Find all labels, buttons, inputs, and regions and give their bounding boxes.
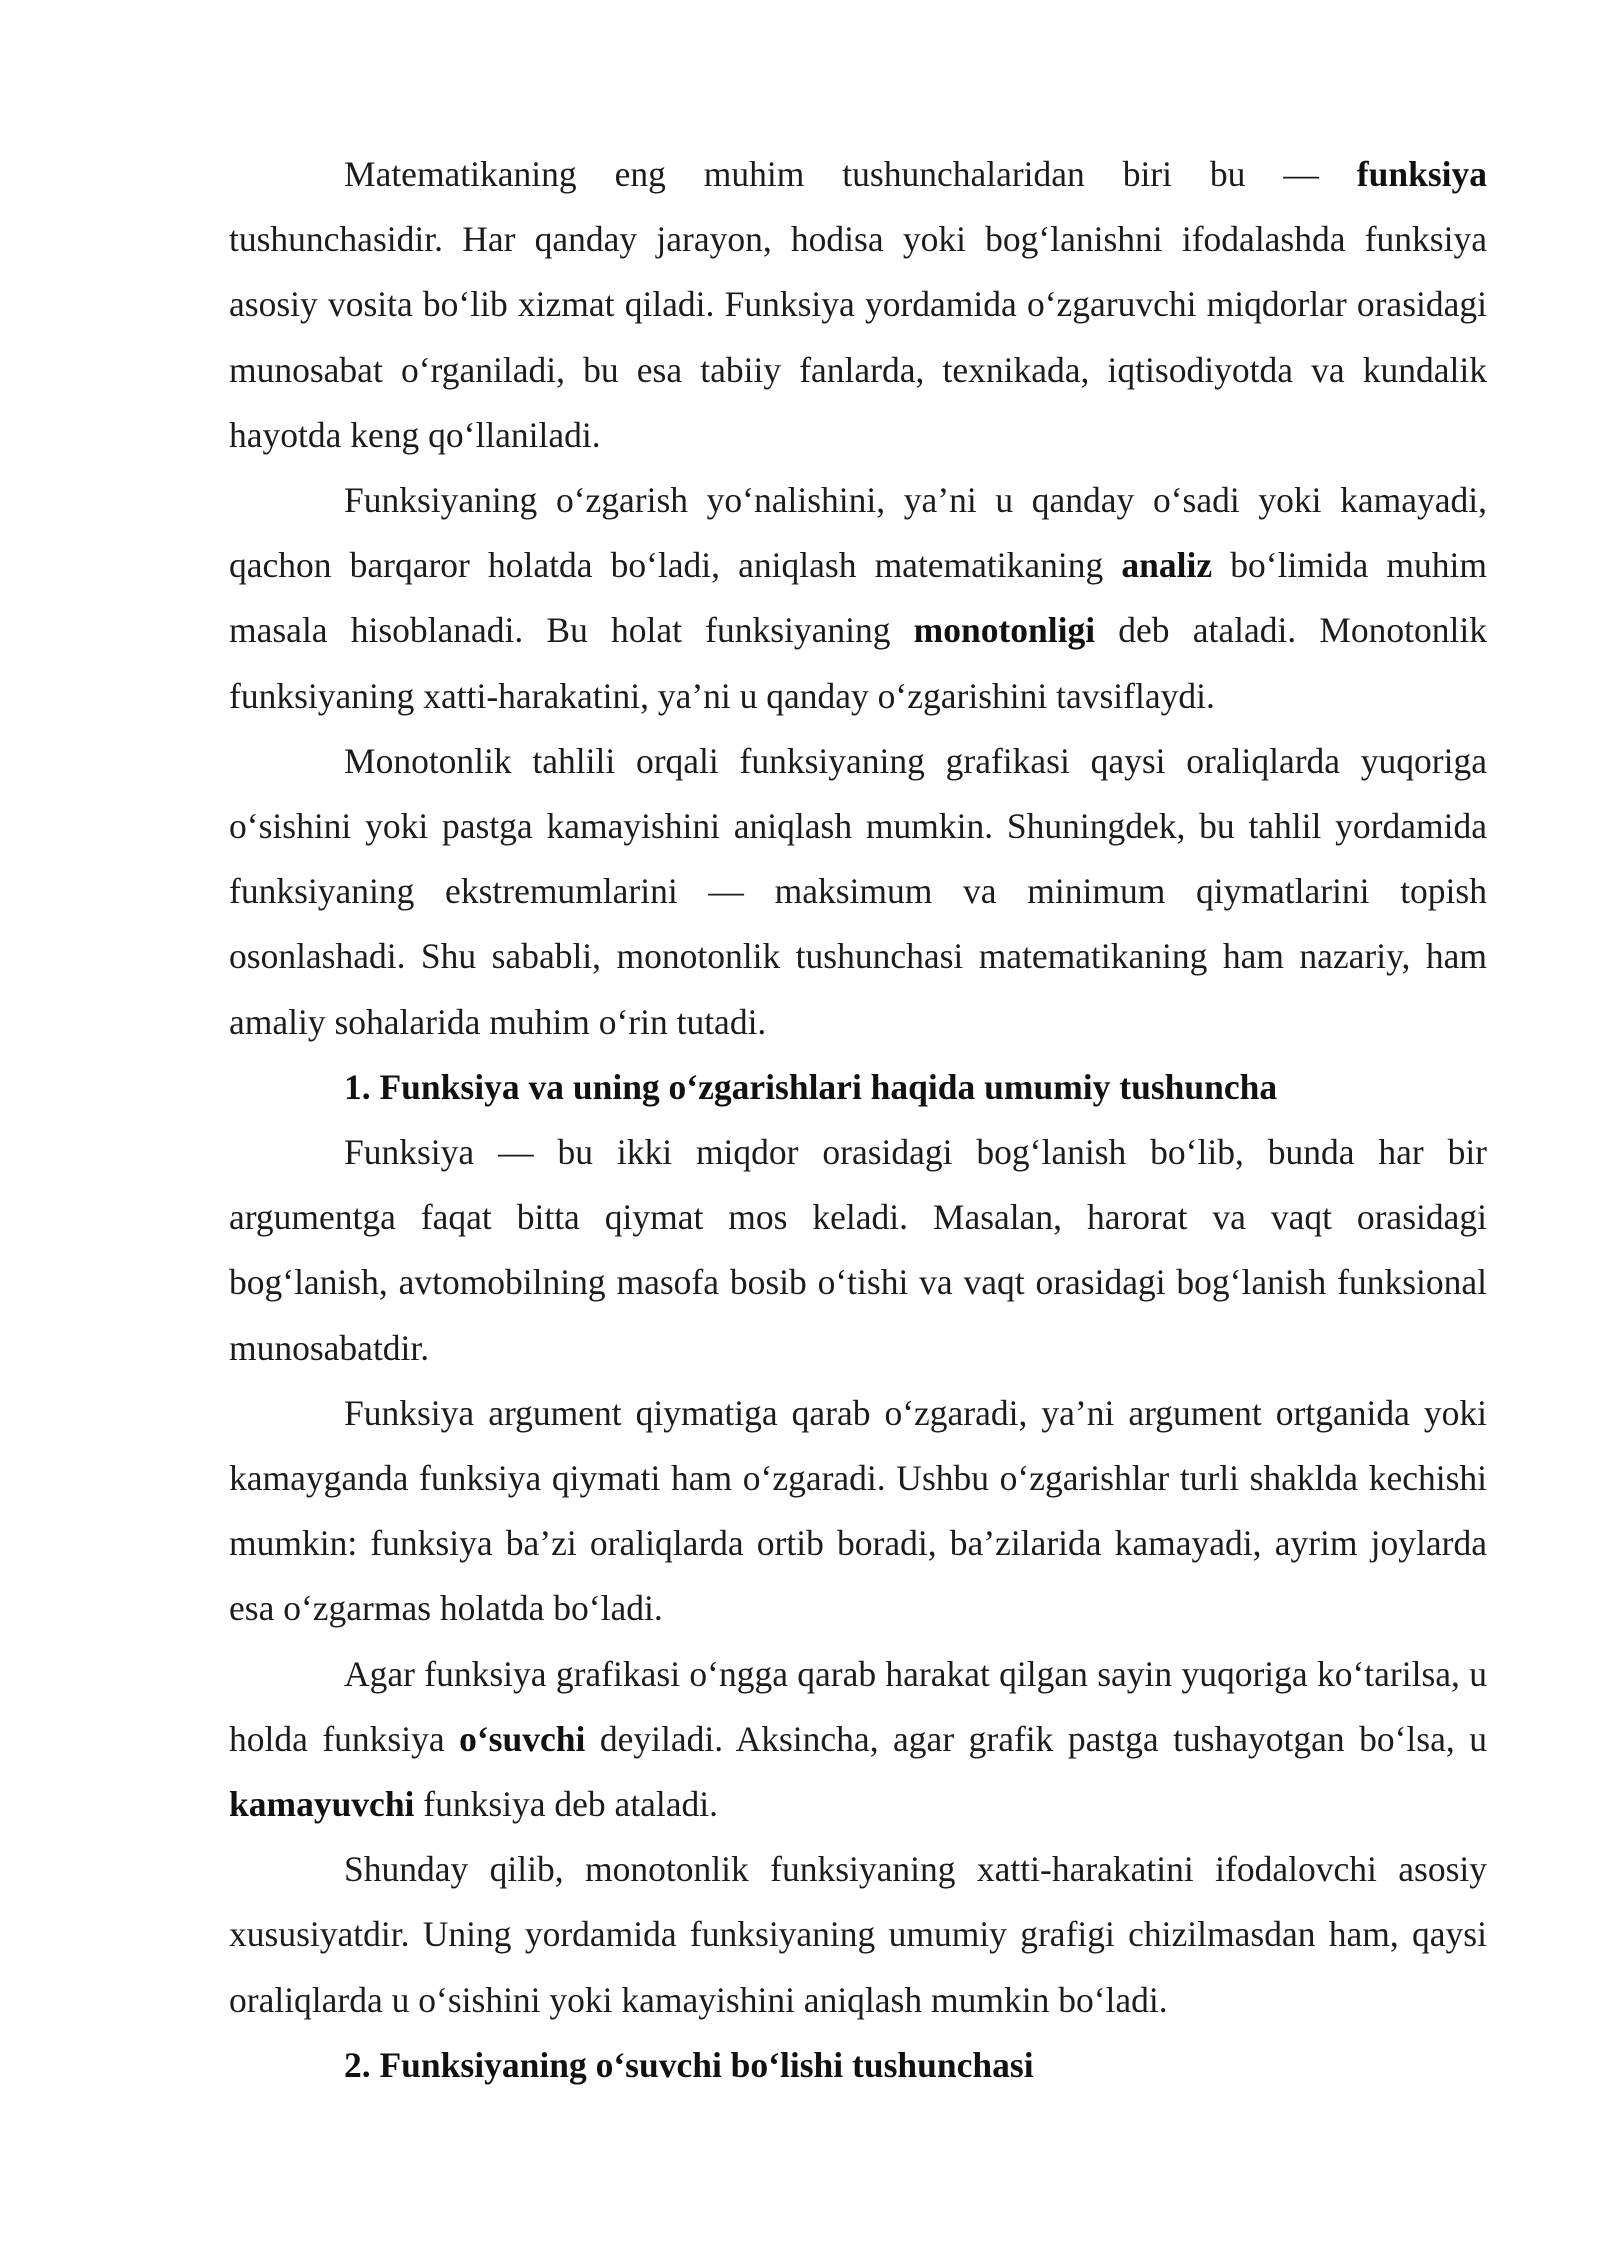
paragraph-text: Shunday qilib, monotonlik funksiyaning xatti-harakatini ifodalovchi asosiy xususiyatdir. Uning yordamida funksiyaning umumiy grafigi chizilmasdan ham, qaysi oraliqlarda u o‘sishini yoki kamayishini aniqlash mumkin bo‘ladi. (229, 1849, 1487, 2020)
bold-term-kamayuvchi: kamayuvchi (229, 1784, 415, 1825)
paragraph-text: Agar funksiya grafikasi o‘ngga qarab harakat qilgan sayin yuqoriga ko‘tarilsa, u holda funksiya (229, 1653, 1487, 1759)
paragraph-analysis (229, 729, 1487, 1055)
paragraph-text: bo‘limida muhim masala hisoblanadi. Bu holat funksiyaning (229, 545, 1488, 651)
paragraph-text: Funksiya — bu ikki miqdor orasidagi bog‘lanish bo‘lib, bunda har bir argumentga faqat bitta qiymat mos keladi. Masalan, harorat va vaqt orasidagi bog‘lanish, avtomobilning masofa bosib o‘tishi va vaqt orasidagi bog‘lanish funksional munosabatdir. (229, 1132, 1487, 1368)
bold-term-funksiya: funksiya (1356, 154, 1487, 194)
paragraph-text: Funksiyaning o‘zgarish yo‘nalishini, ya’ni u qanday o‘sadi yoki kamayadi, qachon barqaror holatda bo‘ladi, aniqlash matematikaning (229, 480, 1487, 586)
paragraph-text: deyiladi. Aksincha, agar grafik pastga tushayotgan bo‘lsa, u (585, 1718, 1487, 1759)
paragraph-increasing-decreasing (229, 1642, 1487, 1838)
paragraph-text: funksiya deb ataladi. (414, 1784, 719, 1825)
paragraph-text: Monotonlik tahlili orqali funksiyaning grafikasi qaysi oraliqlarda yuqoriga o‘sishini yoki pastga kamayishini aniqlash mumkin. Shuningdek, bu tahlil yordamida funksiyaning ekstremumlarini — maksimum va minimum qiymatlarini topish osonlashadi. Shu sababli, monotonlik tushunchasi matematikaning ham nazariy, ham amaliy sohalarida muhim o‘rin tutadi. (229, 740, 1487, 1042)
paragraph-text: deb ataladi. Monotonlik funksiyaning xatti-harakatini, ya’ni u qanday o‘zgarishini tavsiflaydi. (229, 610, 1487, 716)
bold-term-monotonligi: monotonligi (913, 610, 1096, 651)
paragraph-monotonicity (229, 468, 1487, 729)
bold-term-osuvchi: o‘suvchi (459, 1718, 586, 1759)
section-heading-2: 2. Funksiyaning o‘suvchi bo‘lishi tushunchasi (344, 2044, 1034, 2085)
paragraph-changes (229, 1381, 1487, 1642)
paragraph-intro (229, 142, 1487, 468)
paragraph-conclusion (229, 1837, 1487, 2033)
document-body (229, 142, 1487, 2098)
paragraph-text: Funksiya argument qiymatiga qarab o‘zgaradi, ya’ni argument ortganida yoki kamayganda funksiya qiymati ham o‘zgaradi. Ushbu o‘zgarishlar turli shaklda kechishi mumkin: funksiya ba’zi oraliqlarda ortib boradi, ba’zilarida kamayadi, ayrim joylarda esa o‘zgarmas holatda bo‘ladi. (229, 1392, 1487, 1629)
bold-term-analiz: analiz (1121, 545, 1213, 586)
section-heading-1: 1. Funksiya va uning o‘zgarishlari haqida umumiy tushuncha (344, 1066, 1278, 1107)
paragraph-text: tushunchasidir. Har qanday jarayon, hodisa yoki bog‘lanishni ifodalashda funksiya asosiy vosita bo‘lib xizmat qiladi. Funksiya yordamida o‘zgaruvchi miqdorlar orasidagi munosabat o‘rganiladi, bu esa tabiiy fanlarda, texnikada, iqtisodiyotda va kundalik hayotda keng qo‘llaniladi. (229, 219, 1487, 455)
paragraph-definition (229, 1120, 1487, 1381)
paragraph-text: Matematikaning eng muhim tushunchalaridan biri bu — (344, 154, 1357, 194)
